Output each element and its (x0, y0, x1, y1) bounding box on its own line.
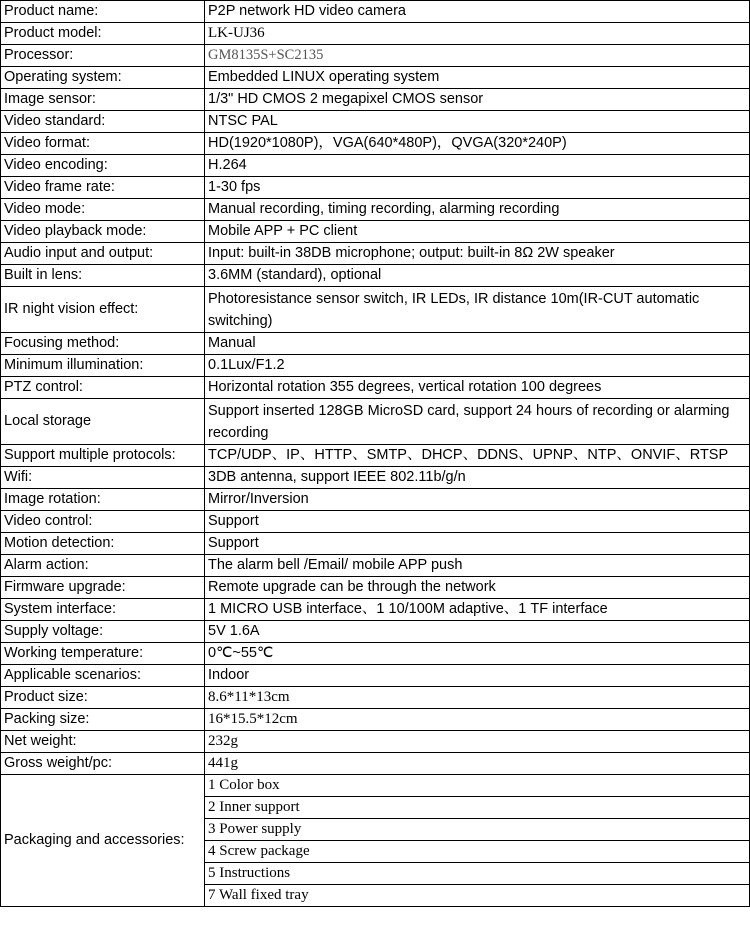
spec-label: Focusing method: (1, 333, 205, 355)
spec-value: Manual recording, timing recording, alarming recording (205, 199, 750, 221)
spec-label: Video standard: (1, 111, 205, 133)
spec-row-video-encoding (1, 155, 750, 177)
spec-label: Alarm action: (1, 555, 205, 577)
spec-label: Working temperature: (1, 643, 205, 665)
spec-value: 0℃~55℃ (205, 643, 750, 665)
spec-row-packing-size (1, 709, 750, 731)
packaging-item: 7 Wall fixed tray (205, 885, 750, 907)
spec-value: 16*15.5*12cm (205, 709, 750, 731)
spec-label: Video control: (1, 511, 205, 533)
spec-row-net-weight (1, 731, 750, 753)
spec-label: Video mode: (1, 199, 205, 221)
spec-value: Support (205, 511, 750, 533)
spec-value: H.264 (205, 155, 750, 177)
spec-value: Remote upgrade can be through the network (205, 577, 750, 599)
spec-row-image-rotation (1, 489, 750, 511)
spec-label: Built in lens: (1, 265, 205, 287)
spec-row-packaging (1, 775, 750, 797)
spec-label: System interface: (1, 599, 205, 621)
spec-value: Support inserted 128GB MicroSD card, support 24 hours of recording or alarming recording (205, 399, 750, 445)
spec-value: 232g (205, 731, 750, 753)
spec-value: 3.6MM (standard), optional (205, 265, 750, 287)
spec-value: The alarm bell /Email/ mobile APP push (205, 555, 750, 577)
spec-value: 1/3" HD CMOS 2 megapixel CMOS sensor (205, 89, 750, 111)
spec-row-gross-weight (1, 753, 750, 775)
spec-label: Gross weight/pc: (1, 753, 205, 775)
spec-label: Net weight: (1, 731, 205, 753)
spec-value: Horizontal rotation 355 degrees, vertical rotation 100 degrees (205, 377, 750, 399)
spec-value: 441g (205, 753, 750, 775)
spec-value: Support (205, 533, 750, 555)
spec-row-ptz-control (1, 377, 750, 399)
spec-label: Packing size: (1, 709, 205, 731)
spec-label: IR night vision effect: (1, 287, 205, 333)
spec-row-firmware-upgrade (1, 577, 750, 599)
spec-row-product-size (1, 687, 750, 709)
spec-row-working-temperature (1, 643, 750, 665)
spec-row-applicable-scenarios (1, 665, 750, 687)
spec-label: Packaging and accessories: (1, 775, 205, 907)
spec-row-wifi (1, 467, 750, 489)
spec-label: Image rotation: (1, 489, 205, 511)
spec-row-video-frame-rate (1, 177, 750, 199)
spec-value: Indoor (205, 665, 750, 687)
spec-value: 3DB antenna, support IEEE 802.11b/g/n (205, 467, 750, 489)
spec-row-ir-night-vision (1, 287, 750, 333)
packaging-item: 2 Inner support (205, 797, 750, 819)
spec-label: Video playback mode: (1, 221, 205, 243)
spec-row-motion-detection (1, 533, 750, 555)
spec-row-product-name (1, 1, 750, 23)
spec-value: HD(1920*1080P)，VGA(640*480P)，QVGA(320*240P) (205, 133, 750, 155)
spec-value: LK-UJ36 (205, 23, 750, 45)
spec-row-focusing-method (1, 333, 750, 355)
spec-label: Supply voltage: (1, 621, 205, 643)
spec-value: NTSC PAL (205, 111, 750, 133)
spec-label: Motion detection: (1, 533, 205, 555)
spec-row-product-model (1, 23, 750, 45)
spec-row-video-control (1, 511, 750, 533)
spec-row-video-standard (1, 111, 750, 133)
spec-label: Product model: (1, 23, 205, 45)
spec-row-supply-voltage (1, 621, 750, 643)
spec-label: PTZ control: (1, 377, 205, 399)
spec-value: P2P network HD video camera (205, 1, 750, 23)
packaging-item: 3 Power supply (205, 819, 750, 841)
spec-label: Operating system: (1, 67, 205, 89)
spec-row-video-playback-mode (1, 221, 750, 243)
spec-label: Image sensor: (1, 89, 205, 111)
spec-label: Wifi: (1, 467, 205, 489)
spec-row-local-storage (1, 399, 750, 445)
spec-label: Minimum illumination: (1, 355, 205, 377)
spec-row-system-interface (1, 599, 750, 621)
spec-label: Support multiple protocols: (1, 445, 205, 467)
packaging-item: 1 Color box (205, 775, 750, 797)
spec-value: 0.1Lux/F1.2 (205, 355, 750, 377)
spec-row-built-in-lens (1, 265, 750, 287)
spec-value: Photoresistance sensor switch, IR LEDs, IR distance 10m(IR-CUT automatic switching) (205, 287, 750, 333)
spec-row-protocols (1, 445, 750, 467)
spec-row-minimum-illumination (1, 355, 750, 377)
spec-label: Product name: (1, 1, 205, 23)
spec-value: 1-30 fps (205, 177, 750, 199)
spec-row-audio (1, 243, 750, 265)
spec-label: Applicable scenarios: (1, 665, 205, 687)
spec-label: Video format: (1, 133, 205, 155)
spec-label: Video encoding: (1, 155, 205, 177)
spec-row-alarm-action (1, 555, 750, 577)
spec-row-processor (1, 45, 750, 67)
spec-row-image-sensor (1, 89, 750, 111)
spec-label: Processor: (1, 45, 205, 67)
spec-value: Mobile APP + PC client (205, 221, 750, 243)
spec-value: GM8135S+SC2135 (205, 45, 750, 67)
spec-value: Input: built-in 38DB microphone; output: built-in 8Ω 2W speaker (205, 243, 750, 265)
spec-row-operating-system (1, 67, 750, 89)
spec-label: Audio input and output: (1, 243, 205, 265)
spec-label: Product size: (1, 687, 205, 709)
spec-value: Manual (205, 333, 750, 355)
spec-value: 1 MICRO USB interface、1 10/100M adaptive、1 TF interface (205, 599, 750, 621)
spec-value: TCP/UDP、IP、HTTP、SMTP、DHCP、DDNS、UPNP、NTP、ONVIF、RTSP (205, 445, 750, 467)
spec-value: 8.6*11*13cm (205, 687, 750, 709)
packaging-item: 5 Instructions (205, 863, 750, 885)
spec-row-video-format (1, 133, 750, 155)
spec-value: Mirror/Inversion (205, 489, 750, 511)
spec-label: Local storage (1, 399, 205, 445)
spec-value: 5V 1.6A (205, 621, 750, 643)
spec-label: Firmware upgrade: (1, 577, 205, 599)
spec-label: Video frame rate: (1, 177, 205, 199)
spec-row-video-mode (1, 199, 750, 221)
packaging-item: 4 Screw package (205, 841, 750, 863)
spec-value: Embedded LINUX operating system (205, 67, 750, 89)
